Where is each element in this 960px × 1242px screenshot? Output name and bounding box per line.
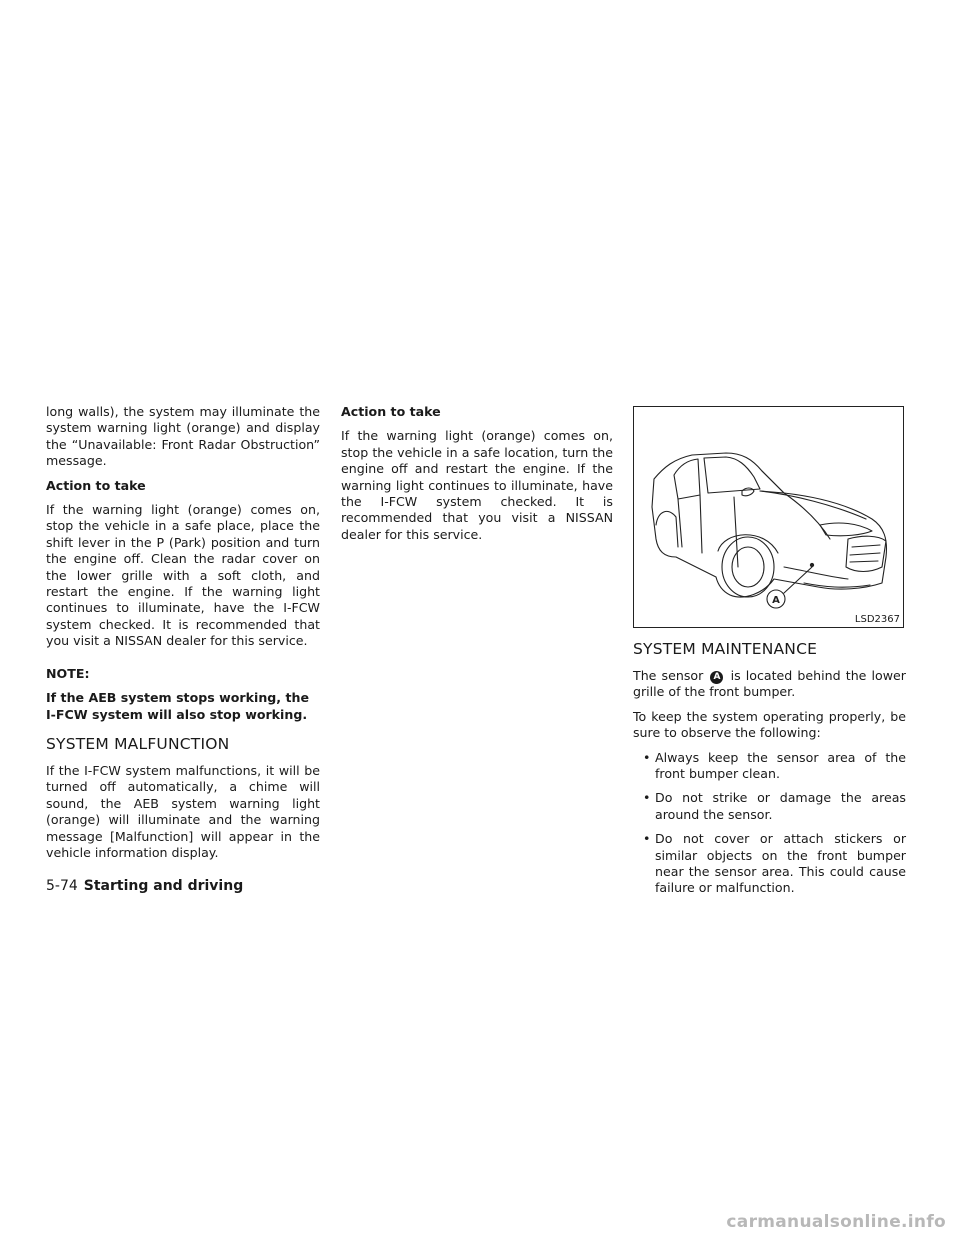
page-footer — [46, 877, 243, 895]
list-item: • Do not strike or damage the areas around the sensor. — [643, 790, 906, 822]
maintenance-list — [633, 750, 906, 897]
section-name: Starting and driving — [83, 878, 244, 894]
bullet-icon: • — [643, 831, 651, 847]
paragraph-malfunction-action: If the warning light (orange) comes on, stop the vehicle in a safe location, turn the engine off and restart the engine. If the warning light continues to illuminate, have the I-FCW system checked. It is recommended that you visit a NISSAN dealer for this service. — [341, 428, 613, 542]
list-item: • Always keep the sensor area of the front bumper clean. — [643, 749, 906, 782]
list-item: • Do not cover or attach stickers or similar objects on the front bumper near the sensor area. This could cause failure or malfunction. — [643, 831, 906, 896]
page-number: 5-74 — [46, 878, 78, 894]
left-column — [46, 404, 320, 869]
figure-callout-a: A — [772, 595, 780, 606]
callout-a-marker: A — [710, 671, 723, 684]
sensor-text-after: is located behind the lower grille of the front bumper. — [633, 668, 906, 700]
note-text: If the AEB system stops working, the I-FCW system will also stop working. — [46, 690, 309, 722]
paragraph-sensor-location — [633, 668, 906, 701]
bullet-icon: • — [643, 749, 651, 765]
sensor-text-before: The sensor — [633, 668, 704, 683]
action-heading: Action to take — [46, 477, 146, 493]
section-heading-malfunction: SYSTEM MALFUNCTION — [46, 734, 230, 753]
watermark: carmanualsonline.info — [726, 1212, 946, 1232]
paragraph-malfunction: If the I-FCW system malfunctions, it will be turned off automatically, a chime will sound, the AEB system warning light (orange) will illuminate and the warning message [Malfunction] will appear in the vehicle information display. — [46, 762, 320, 860]
bullet-icon: • — [643, 790, 651, 806]
paragraph-action-steps: If the warning light (orange) comes on, stop the vehicle in a safe place, place the shift lever in the P (Park) position and turn the engine off. Clean the radar cover on the lower grille with a soft cloth, and restart the engine. If the warning light continues to illuminate, have the I-FCW system checked. It is recommended that you visit a NISSAN dealer for this service. — [46, 502, 320, 649]
note-label: NOTE: — [46, 665, 90, 681]
paragraph-observe: To keep the system operating properly, be sure to observe the following: — [633, 708, 906, 741]
right-column — [633, 406, 906, 905]
car-illustration — [634, 407, 903, 627]
section-heading-maintenance: SYSTEM MAINTENANCE — [633, 640, 818, 658]
figure-code: LSD2367 — [854, 614, 900, 625]
paragraph-radar-obstruction: long walls), the system may illuminate the system warning light (orange) and display the “Unavailable: Front Radar Obstruction” message. — [46, 404, 320, 469]
action-heading-2: Action to take — [341, 404, 441, 419]
middle-column — [341, 404, 613, 551]
sensor-location-figure — [633, 406, 904, 628]
